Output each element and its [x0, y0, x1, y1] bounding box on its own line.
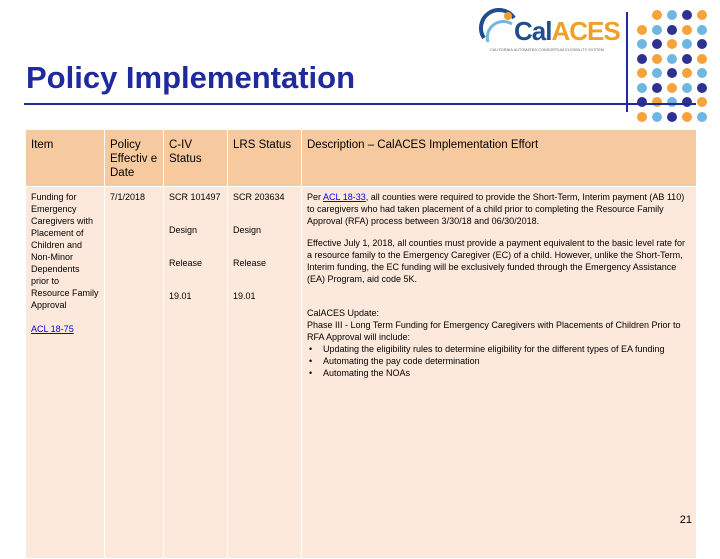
- page-number: 21: [679, 514, 692, 526]
- decorative-dot: [667, 25, 677, 35]
- acl-18-75-link[interactable]: ACL 18-75: [31, 324, 74, 334]
- civ-version: 19.01: [169, 291, 192, 301]
- decorative-dot: [697, 25, 707, 35]
- decorative-dot: [637, 97, 647, 107]
- decorative-dot: [637, 54, 647, 64]
- decorative-dot: [667, 83, 677, 93]
- policy-table: [25, 129, 697, 559]
- cell-lrs-status: [228, 187, 302, 559]
- decorative-dot: [682, 25, 692, 35]
- decorative-dot: [667, 97, 677, 107]
- decorative-dot: [637, 25, 647, 35]
- decorative-dot: [682, 68, 692, 78]
- desc-paragraph-1: [307, 191, 691, 227]
- decorative-dot: [637, 112, 647, 122]
- decorative-dot: [637, 39, 647, 49]
- cell-description: [302, 187, 697, 559]
- lrs-design: Design: [233, 225, 262, 235]
- decorative-dot: [652, 54, 662, 64]
- page-title: Policy Implementation: [26, 60, 356, 95]
- civ-scr: SCR 101497: [169, 192, 221, 202]
- logo-tagline: CALIFORNIA AUTOMATED CONSORTIUM ELIGIBILITY SYSTEM: [490, 48, 604, 52]
- list-item: • Updating the eligibility rules to determine eligibility for the different types of EA funding: [319, 343, 691, 355]
- decorative-dot: [667, 10, 677, 20]
- decorative-dot: [697, 54, 707, 64]
- calaces-logo: [478, 6, 626, 60]
- decorative-dot: [652, 39, 662, 49]
- decorative-dot: [697, 112, 707, 122]
- decorative-dot: [667, 54, 677, 64]
- desc-paragraph-2: Effective July 1, 2018, all counties must provide a payment equivalent to the basic level rate for a resource family to the Emergency Caregiver (EC) of a child. However, unlike the Short-Term, Interim funding, the EC funding will be exclusively funded through the Emergency Assistance (EA) Program, aid code 5K.: [307, 238, 686, 284]
- item-text: Funding for Emergency Caregivers with Placement of Children and Non-Minor Dependents prior to Resource Family Approval: [31, 192, 99, 310]
- update-bullet-list: [307, 343, 691, 379]
- title-rule: [24, 103, 696, 105]
- decorative-dot: [637, 83, 647, 93]
- list-item: • Automating the NOAs: [319, 367, 691, 379]
- decorative-dot: [652, 112, 662, 122]
- decorative-dot: [682, 54, 692, 64]
- decorative-dot: [652, 10, 662, 20]
- acl-18-33-link[interactable]: ACL 18-33: [323, 192, 366, 202]
- table-row: [26, 187, 697, 559]
- desc-p1-pre: Per: [307, 192, 324, 202]
- decorative-dot: [667, 112, 677, 122]
- list-item: • Automating the pay code determination: [319, 355, 691, 367]
- lrs-version: 19.01: [233, 291, 256, 301]
- civ-release: Release: [169, 258, 203, 268]
- logo-aces-text: ACES: [551, 16, 620, 46]
- lrs-release: Release: [233, 258, 267, 268]
- header-effective-date: Policy Effectiv e Date: [105, 130, 164, 187]
- desc-update-heading: CalACES Update:: [307, 308, 380, 318]
- decorative-dot: [637, 68, 647, 78]
- header-item: Item: [26, 130, 105, 187]
- header-description: Description – CalACES Implementation Effort: [302, 130, 697, 187]
- decorative-dot: [682, 97, 692, 107]
- table-header-row: [26, 130, 697, 187]
- decorative-dot: [652, 97, 662, 107]
- cell-effective-date: 7/1/2018: [105, 187, 164, 559]
- decorative-dot: [682, 39, 692, 49]
- decorative-dot: [697, 68, 707, 78]
- header-lrs-status: LRS Status: [228, 130, 302, 187]
- decorative-dot: [652, 68, 662, 78]
- logo-wordmark: [514, 16, 620, 47]
- decorative-dot: [697, 10, 707, 20]
- decorative-dot: [652, 25, 662, 35]
- cell-item: [26, 187, 105, 559]
- decorative-dot: [667, 68, 677, 78]
- decorative-dot-grid: [637, 10, 713, 126]
- desc-update-intro: Phase III - Long Term Funding for Emergency Caregivers with Placements of Children Prior to RFA Approval will include:: [307, 320, 681, 342]
- header-civ-status: C-IV Status: [164, 130, 228, 187]
- header-vertical-rule: [626, 12, 628, 112]
- decorative-dot: [697, 39, 707, 49]
- decorative-dot: [667, 39, 677, 49]
- decorative-dot: [682, 10, 692, 20]
- lrs-scr: SCR 203634: [233, 192, 285, 202]
- decorative-dot: [652, 83, 662, 93]
- decorative-dot: [697, 83, 707, 93]
- decorative-dot: [697, 97, 707, 107]
- cell-civ-status: [164, 187, 228, 559]
- decorative-dot: [682, 83, 692, 93]
- desc-p1-post: , all counties were required to provide the Short-Term, Interim payment (AB 110) to caregivers who had taken placement of a child prior to completing the Resource Family Approval (RFA) process between 3/30/18 and 06/30/2018.: [307, 192, 685, 226]
- civ-design: Design: [169, 225, 198, 235]
- logo-cal-text: Cal: [514, 16, 552, 46]
- decorative-dot: [682, 112, 692, 122]
